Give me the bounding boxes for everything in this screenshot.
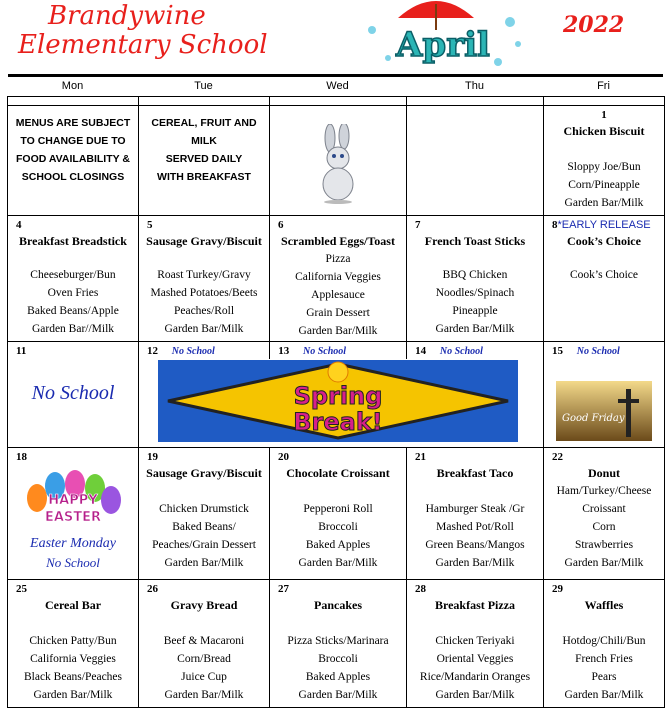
no-school-label: No School xyxy=(46,555,100,570)
day-cell-29: 29 Waffles Hotdog/Chili/Bun French Fries Pears Garden Bar/Milk xyxy=(544,580,665,708)
april-logo xyxy=(358,0,528,72)
breakfast-notice: CEREAL, FRUIT AND MILK SERVED DAILY WITH BREAKFAST xyxy=(139,106,270,216)
day-cell-1: 1 Chicken Biscuit Sloppy Joe/Bun Corn/Pineapple Garden Bar/Milk xyxy=(544,106,665,216)
day-cell-28: 28 Breakfast Pizza Chicken Teriyaki Oriental Veggies Rice/Mandarin Oranges Garden Bar/Milk xyxy=(407,580,544,708)
menu-notice: MENUS ARE SUBJECT TO CHANGE DUE TO FOOD AVAILABILITY & SCHOOL CLOSINGS xyxy=(8,106,139,216)
day-cell-11: 11 No School xyxy=(8,342,139,448)
header-divider xyxy=(8,74,663,77)
sun-icon xyxy=(328,362,348,382)
bunny-icon xyxy=(308,124,368,204)
day-cell-15: 15 No School Good Friday xyxy=(544,342,665,448)
cross-icon xyxy=(626,389,631,437)
day-cell-8: 8*EARLY RELEASE Cook’s Choice Cook’s Choice xyxy=(544,216,665,342)
day-cell-21: 21 Breakfast Taco Hamburger Steak /Gr Mashed Pot/Roll Green Beans/Mangos Garden Bar/Milk xyxy=(407,448,544,580)
svg-text:Break!: Break! xyxy=(293,408,383,436)
spring-break-banner xyxy=(158,360,518,442)
day-cell-19: 19 Sausage Gravy/Biscuit Chicken Drumstick Baked Beans/ Peaches/Grain Dessert Garden Bar/Milk xyxy=(139,448,270,580)
day-cell-18: 18 HAPPY EASTER Easter Monday No School xyxy=(8,448,139,580)
early-release-note: *EARLY RELEASE xyxy=(557,219,651,231)
day-cell-7: 7 French Toast Sticks BBQ Chicken Noodles/Spinach Pineapple Garden Bar/Milk xyxy=(407,216,544,342)
menu-calendar xyxy=(7,96,665,708)
svg-text:Spring: Spring xyxy=(293,382,383,410)
day-cell-6: 6 Scrambled Eggs/Toast Pizza California Veggies Applesauce Grain Dessert Garden Bar/Milk xyxy=(270,216,407,342)
spring-break-cell: 12 No School 13 No School 14 No School Spring Break! xyxy=(139,342,544,448)
year-label: 2022 xyxy=(563,12,625,38)
svg-text:EASTER: EASTER xyxy=(44,510,102,525)
good-friday-image xyxy=(556,381,652,441)
day-cell-5: 5 Sausage Gravy/Biscuit Roast Turkey/Gravy Mashed Potatoes/Beets Peaches/Roll Garden Bar/Milk xyxy=(139,216,270,342)
month-title: April xyxy=(396,25,490,65)
day-cell-4: 4 Breakfast Breadstick Cheeseburger/Bun Oven Fries Baked Beans/Apple Garden Bar//Milk xyxy=(8,216,139,342)
day-cell-27: 27 Pancakes Pizza Sticks/Marinara Broccoli Baked Apples Garden Bar/Milk xyxy=(270,580,407,708)
bunny-cell xyxy=(270,106,407,216)
empty-cell xyxy=(407,106,544,216)
day-header-mon: Mon xyxy=(61,80,84,92)
svg-text:HAPPY: HAPPY xyxy=(48,493,98,508)
no-school-label: No School xyxy=(31,382,115,404)
day-header-fri: Fri xyxy=(597,80,610,92)
day-header-thu: Thu xyxy=(465,80,484,92)
day-cell-20: 20 Chocolate Croissant Pepperoni Roll Broccoli Baked Apples Garden Bar/Milk xyxy=(270,448,407,580)
day-header-tue: Tue xyxy=(194,80,213,92)
day-cell-22: 22 Donut Ham/Turkey/Cheese Croissant Corn Strawberries Garden Bar/Milk xyxy=(544,448,665,580)
easter-eggs-icon xyxy=(23,464,123,528)
day-cell-25: 25 Cereal Bar Chicken Patty/Bun California Veggies Black Beans/Peaches Garden Bar/Milk xyxy=(8,580,139,708)
svg-text:Good Friday: Good Friday xyxy=(562,413,625,424)
day-cell-26: 26 Gravy Bread Beef & Macaroni Corn/Bread Juice Cup Garden Bar/Milk xyxy=(139,580,270,708)
day-header-wed: Wed xyxy=(326,80,349,92)
easter-monday-label: Easter Monday xyxy=(30,536,116,551)
school-name-line2: Elementary School xyxy=(18,30,268,60)
school-name-line1: Brandywine xyxy=(48,1,206,31)
